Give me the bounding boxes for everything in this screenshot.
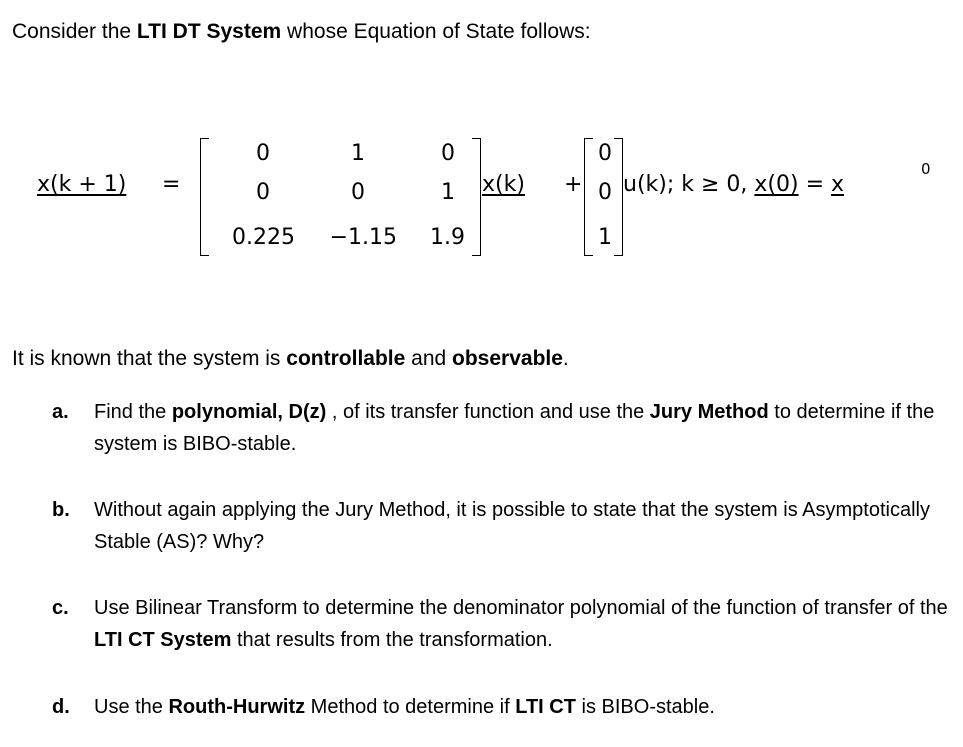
initial-equals: = — [798, 172, 832, 197]
matrix-a-cell: 0.225 — [232, 225, 295, 250]
question-text — [94, 396, 963, 460]
question-label: a. — [52, 401, 69, 423]
matrix-a-cell: 0 — [256, 180, 270, 205]
input-and-initial-condition — [623, 172, 844, 197]
observable-bold: observable — [452, 347, 563, 370]
matrix-a-cell: 0 — [441, 141, 455, 166]
matrix-a-cell: 1 — [441, 180, 455, 205]
matrix-a-right-bracket — [472, 138, 481, 256]
routh-hurwitz-bold: Routh-Hurwitz — [168, 696, 306, 718]
known-text-part: . — [562, 347, 569, 370]
input-term: u(k); k ≥ 0, — [623, 172, 755, 197]
question-label: b. — [52, 499, 70, 521]
known-statement — [12, 346, 569, 372]
intro-text-part: whose Equation of State follows: — [281, 20, 591, 43]
matrix-a-cell: 1 — [351, 141, 365, 166]
question-text-part: Method to determine if — [305, 696, 516, 718]
matrix-a-cell: 0 — [351, 180, 365, 205]
matrix-a-cell: −1.15 — [329, 225, 397, 250]
question-text-part: Use Bilinear Transform to determine the denominator polynomial of the function of transfer of the — [94, 597, 948, 619]
equation-lhs — [37, 172, 126, 197]
vector-b-cell: 1 — [598, 225, 612, 250]
question-text-part: to determine if the system is BIBO-stable. — [94, 401, 935, 455]
question-label: d. — [52, 696, 70, 718]
plus-sign: + — [564, 172, 583, 197]
vector-b-cell: 0 — [598, 141, 612, 166]
question-text-part: Without again applying the Jury Method, it is possible to state that the system is Asymptotically Stable (AS)? Why? — [94, 499, 930, 553]
vector-b-cell: 0 — [598, 180, 612, 205]
known-text-part: It is known that the system is — [12, 347, 287, 370]
initial-value: x — [831, 172, 845, 197]
jury-method-bold: Jury Method — [649, 401, 769, 423]
lti-ct-system-bold: LTI CT System — [94, 629, 232, 651]
controllable-bold: controllable — [286, 347, 406, 370]
vector-b-right-bracket — [614, 138, 623, 256]
question-label: c. — [52, 597, 69, 619]
question-text-part: Use the — [94, 696, 169, 718]
initial-value-superscript: 0 — [921, 160, 931, 178]
question-text — [94, 592, 963, 656]
question-text-part: Find the — [94, 401, 172, 423]
state-current: x(k) — [482, 172, 525, 197]
matrix-a-cell: 0 — [256, 141, 270, 166]
polynomial-bold: polynomial, D(z) — [171, 401, 327, 423]
state-vector — [482, 172, 525, 197]
initial-state: x(0) — [754, 172, 799, 197]
intro-text — [12, 19, 591, 45]
matrix-a-cell: 1.9 — [430, 225, 465, 250]
system-name-bold: LTI DT System — [136, 20, 282, 43]
intro-text-part: Consider the — [12, 20, 137, 43]
question-text — [94, 494, 963, 558]
lti-ct-bold: LTI CT — [515, 696, 576, 718]
question-text-part: is BIBO-stable. — [575, 696, 715, 718]
equals-sign: = — [162, 172, 181, 197]
question-text — [94, 691, 963, 723]
question-text-part: that results from the transformation. — [231, 629, 553, 651]
question-text-part: , of its transfer function and use the — [326, 401, 650, 423]
known-text-part: and — [405, 347, 453, 370]
state-next: x(k + 1) — [37, 172, 127, 197]
